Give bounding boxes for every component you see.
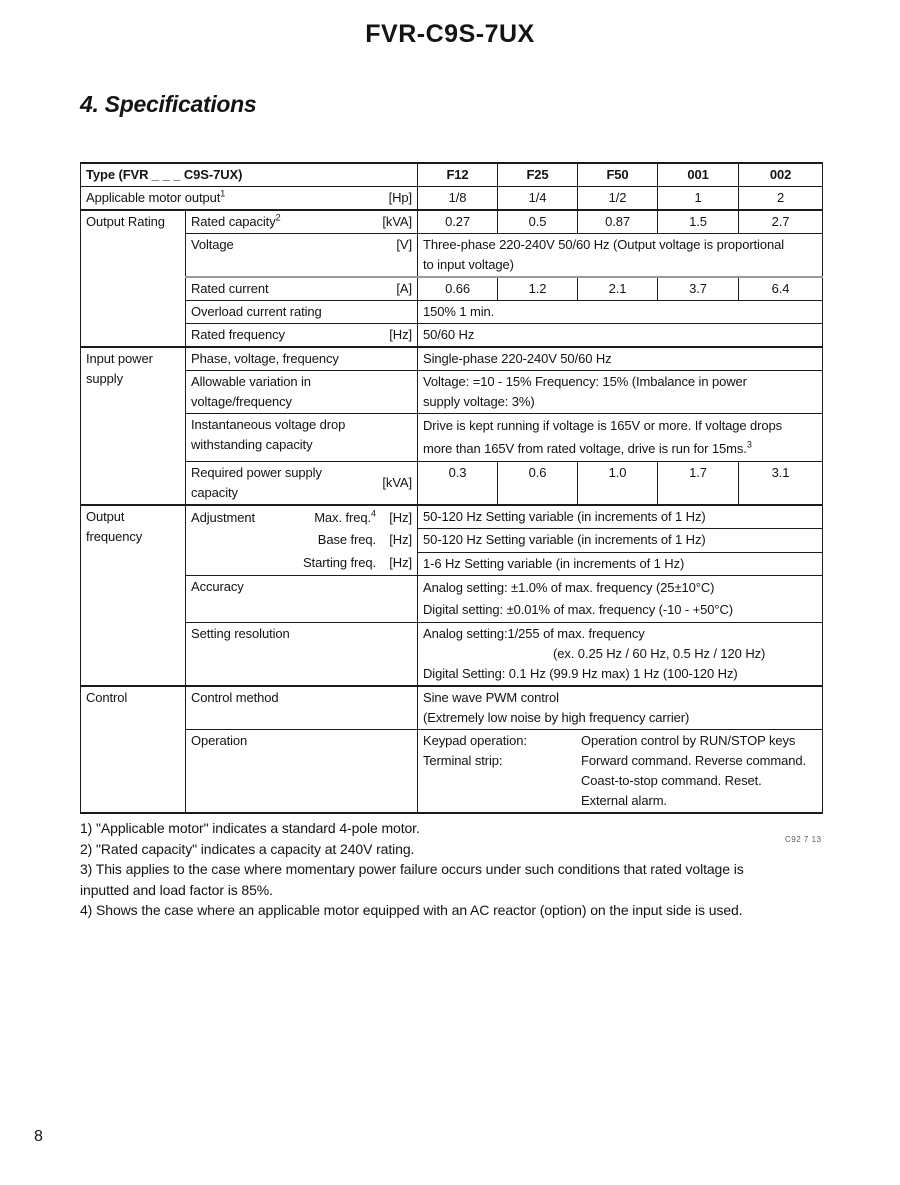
voltage-drop-value-cell	[418, 414, 823, 462]
starting-freq-label: Starting freq.	[302, 554, 377, 570]
starting-freq-value: 1-6 Hz Setting variable (in increments of 1 Hz)	[418, 552, 823, 575]
rated-capacity-value: 1.5	[658, 210, 739, 234]
group-control: Control	[81, 686, 186, 813]
footnote-ref-4: 4	[371, 508, 377, 519]
variation-text-line1: Voltage: =10 - 15% Frequency: 15% (Imbalance in power	[423, 374, 747, 389]
overload-label: Overload current rating	[186, 301, 418, 324]
required-capacity-value: 3.1	[739, 462, 823, 506]
resolution-row	[81, 623, 823, 687]
rated-current-unit: [A]	[396, 281, 413, 296]
required-capacity-value: 1.7	[658, 462, 739, 506]
keypad-operation-label: Keypad operation:	[423, 733, 527, 749]
voltage-label-cell	[186, 234, 418, 278]
footnotes	[80, 818, 900, 921]
adjustment-max-label-row	[191, 507, 412, 529]
accuracy-line2: Digital setting: ±0.01% of max. frequency (-10 - +50°C)	[423, 602, 733, 618]
motor-output-row	[81, 187, 823, 211]
footnote-ref-3: 3	[746, 439, 752, 450]
rated-frequency-label-cell	[186, 324, 418, 348]
rated-current-value: 2.1	[578, 277, 658, 301]
rated-capacity-label: Rated capacity$^2$	[191, 212, 281, 229]
rated-capacity-value: 0.87	[578, 210, 658, 234]
page-title: FVR-C9S-7UX	[365, 20, 535, 48]
footnote-3-line2: inputted and load factor is 85%.	[80, 881, 273, 898]
phase-value: Single-phase 220-240V 50/60 Hz	[418, 347, 823, 371]
rated-capacity-value: 2.7	[739, 210, 823, 234]
variation-row	[81, 371, 823, 414]
rated-current-label: Rated current	[191, 281, 269, 296]
resolution-line3: Digital Setting: 0.1 Hz (99.9 Hz max) 1 Hz (100-120 Hz)	[423, 666, 738, 682]
terminal-strip-label: Terminal strip:	[423, 753, 503, 769]
resolution-line2: (ex. 0.25 Hz / 60 Hz, 0.5 Hz / 120 Hz)	[553, 646, 766, 662]
rated-current-value: 3.7	[658, 277, 739, 301]
accuracy-line1: Analog setting: ±1.0% of max. frequency (25±10°C)	[423, 580, 715, 596]
rated-capacity-row	[81, 210, 823, 234]
voltage-text-line1: Three-phase 220-240V 50/60 Hz (Output voltage is proportional	[423, 237, 785, 252]
required-capacity-value: 0.6	[498, 462, 578, 506]
voltage-drop-label-cell	[186, 414, 418, 462]
footnote-4: 4) Shows the case where an applicable motor equipped with an AC reactor (option) on the input side is used.	[80, 902, 743, 919]
model-f50: F50	[578, 163, 658, 187]
required-capacity-label-cell	[186, 462, 418, 506]
document-code: C92 7 13	[785, 835, 822, 845]
variation-value-cell	[418, 371, 823, 414]
variation-label-line1: Allowable variation in	[191, 374, 311, 389]
motor-output-value: 1/4	[498, 187, 578, 211]
control-method-line2: (Extremely low noise by high frequency carrier)	[423, 710, 690, 726]
control-method-value-cell	[418, 686, 823, 730]
required-capacity-row	[81, 462, 823, 506]
group-input-power-line1: Input power	[86, 351, 153, 366]
max-freq-unit: [Hz]	[389, 510, 413, 525]
model-001: 001	[658, 163, 739, 187]
resolution-line1: Analog setting:1/255 of max. frequency	[423, 626, 645, 642]
footnote-1: 1) "Applicable motor" indicates a standard 4-pole motor.	[80, 820, 420, 837]
resolution-label: Setting resolution	[186, 623, 418, 687]
overload-row	[81, 301, 823, 324]
resolution-value-cell	[418, 623, 823, 687]
motor-output-value: 1	[658, 187, 739, 211]
specifications-table	[80, 162, 823, 814]
footnote-ref-1: 1	[220, 188, 226, 199]
accuracy-value-cell	[418, 576, 823, 623]
rated-frequency-value: 50/60 Hz	[418, 324, 823, 348]
model-f12: F12	[418, 163, 498, 187]
group-output-frequency-line1: Output	[86, 509, 125, 524]
variation-text-line2: supply voltage: 3%)	[423, 394, 535, 409]
model-f25: F25	[498, 163, 578, 187]
base-freq-unit: [Hz]	[389, 532, 413, 548]
rated-capacity-value: 0.5	[498, 210, 578, 234]
group-input-power-line2: supply	[86, 371, 123, 386]
base-freq-value: 50-120 Hz Setting variable (in increments of 1 Hz)	[418, 529, 823, 552]
voltage-drop-label-line1: Instantaneous voltage drop	[191, 417, 346, 432]
required-capacity-value: 0.3	[418, 462, 498, 506]
rated-frequency-label: Rated frequency	[191, 327, 285, 342]
section-heading: 4. Specifications	[80, 91, 257, 117]
group-output-rating: Output Rating	[81, 210, 186, 347]
model-002: 002	[739, 163, 823, 187]
rated-current-value: 1.2	[498, 277, 578, 301]
operation-modes	[423, 731, 581, 811]
control-method-line1: Sine wave PWM control	[423, 690, 559, 706]
adjustment-label-cell	[186, 505, 418, 576]
max-freq-value: 50-120 Hz Setting variable (in increments of 1 Hz)	[418, 505, 823, 529]
max-freq-label: Max. freq.$^4$	[314, 508, 377, 525]
overload-value: 150% 1 min.	[418, 301, 823, 324]
motor-output-unit: [Hp]	[388, 190, 413, 205]
motor-output-label: Applicable motor output$^1$	[86, 188, 226, 205]
motor-output-label-cell	[81, 187, 418, 211]
voltage-value-cell	[418, 234, 823, 278]
variation-label-cell	[186, 371, 418, 414]
motor-output-value: 2	[739, 187, 823, 211]
rated-frequency-row	[81, 324, 823, 348]
motor-output-value: 1/8	[418, 187, 498, 211]
type-header-label: Type (FVR _ _ _ C9S-7UX)	[81, 163, 418, 187]
adjustment-base-label-row	[191, 529, 412, 551]
rated-capacity-unit: [kVA]	[382, 214, 413, 229]
group-output-frequency-line2: frequency	[86, 529, 143, 544]
type-header-row	[81, 163, 823, 187]
rated-capacity-label-cell	[186, 210, 418, 234]
required-capacity-unit: [kVA]	[382, 475, 413, 490]
group-output-frequency	[81, 505, 186, 686]
required-capacity-label: Required power supply capacity	[191, 465, 322, 500]
rated-capacity-value: 0.27	[418, 210, 498, 234]
footnote-ref-2: 2	[275, 212, 281, 223]
operation-label: Operation	[186, 730, 418, 814]
voltage-row	[81, 234, 823, 278]
variation-label-line2: voltage/frequency	[191, 394, 292, 409]
rated-current-value: 0.66	[418, 277, 498, 301]
voltage-drop-label-line2: withstanding capacity	[191, 437, 313, 452]
terminal-strip-line1: Forward command. Reverse command.	[581, 753, 807, 769]
voltage-drop-text-line2: more than 165V from rated voltage, drive is run for 15ms.$^3$	[423, 439, 752, 456]
operation-descriptions	[581, 731, 806, 811]
keypad-operation-text: Operation control by RUN/STOP keys	[581, 733, 796, 749]
footnote-2: 2) "Rated capacity" indicates a capacity at 240V rating.	[80, 840, 415, 857]
rated-frequency-unit: [Hz]	[389, 327, 413, 342]
motor-output-value: 1/2	[578, 187, 658, 211]
phase-label: Phase, voltage, frequency	[186, 347, 418, 371]
operation-row	[81, 730, 823, 814]
required-capacity-value: 1.0	[578, 462, 658, 506]
group-input-power-supply	[81, 347, 186, 505]
starting-freq-unit: [Hz]	[389, 554, 413, 570]
voltage-unit: [V]	[396, 237, 413, 252]
phase-row	[81, 347, 823, 371]
operation-value-cell	[418, 730, 823, 814]
rated-current-value: 6.4	[739, 277, 823, 301]
terminal-strip-line2: Coast-to-stop command. Reset.	[581, 773, 762, 789]
voltage-drop-row	[81, 414, 823, 462]
base-freq-label: Base freq.	[317, 532, 377, 548]
adjustment-label: Adjustment	[191, 510, 256, 525]
footnote-3-line1: 3) This applies to the case where momentary power failure occurs under such conditions that rated voltage is	[80, 861, 744, 878]
accuracy-row	[81, 576, 823, 623]
accuracy-label: Accuracy	[186, 576, 418, 623]
voltage-text-line2: to input voltage)	[423, 257, 514, 272]
page-number: 8	[34, 1128, 43, 1145]
adjustment-starting-label-row	[191, 552, 412, 574]
control-method-row	[81, 686, 823, 730]
rated-current-label-cell	[186, 277, 418, 301]
adjustment-max-row	[81, 505, 823, 529]
terminal-strip-line3: External alarm.	[581, 793, 667, 809]
voltage-label: Voltage	[191, 237, 234, 252]
control-method-label: Control method	[186, 686, 418, 730]
voltage-drop-text-line1: Drive is kept running if voltage is 165V or more. If voltage drops	[423, 418, 783, 433]
rated-current-row	[81, 277, 823, 301]
